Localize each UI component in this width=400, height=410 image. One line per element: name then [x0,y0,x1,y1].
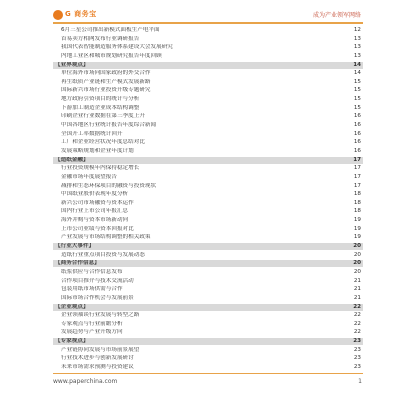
toc-entry[interactable] [53,217,363,224]
toc-entry-page: 18 [353,191,361,198]
toc-entry-page: 16 [353,139,361,146]
toc-entry-page: 20 [353,260,361,267]
toc-entry[interactable] [53,122,363,129]
toc-entry-page: 12 [353,27,361,33]
toc-entry-page: 17 [353,156,361,163]
toc-entry[interactable] [53,329,363,336]
toc-entry-title: 下游加工制造企业成本结构调整 [61,104,140,111]
toc-entry-page: 18 [353,199,361,206]
toc-entry-page: 15 [353,96,361,103]
toc-entry-page: 21 [353,286,361,293]
toc-entry-title: 产业发展与市场结构调整的相关政策 [61,234,151,241]
toc-entry-page: 20 [353,251,361,258]
toc-entry-page: 22 [353,320,361,327]
toc-entry-title: 发展趋势与产业升级方向 [61,329,123,336]
toc-entry-page: 15 [353,87,361,94]
toc-entry-page: 16 [353,130,361,137]
toc-entry-page: 22 [353,312,361,319]
toc-entry-title: 印刷企业行业数据在第三季度上升 [61,113,145,120]
table-of-contents [53,27,363,373]
toc-entry-title: 【企业观点】 [55,303,89,310]
toc-entry-title: 内地工业区和城市规划研究报告年度回顾 [61,52,162,59]
toc-entry[interactable] [53,234,363,241]
toc-entry-page: 17 [353,173,361,180]
toc-entry-title: 上市公司业绩与资本回报对比 [61,225,134,232]
toc-entry[interactable] [53,200,363,207]
toc-entry-page: 21 [353,277,361,284]
toc-entry[interactable] [53,79,363,86]
toc-entry[interactable] [53,208,363,215]
toc-entry-title: 地方政府引资项目的统计与分析 [61,96,140,103]
toc-entry-page: 23 [353,355,361,362]
toc-entry[interactable] [53,53,363,60]
toc-entry[interactable] [53,312,363,319]
toc-entry-title: 合作项目推介与技术交流活动 [61,277,134,284]
toc-entry-title: 造纸行业重点项目投资与发展动态 [61,251,145,258]
toc-entry-title: 单位海外市场向国家政府的外交合作 [61,70,151,77]
toc-entry-title: 工厂和企业经营状况年度总结对比 [61,139,145,146]
toc-entry-title: 国际新兴市场行业投资升级专题研究 [61,87,151,94]
toc-entry-page: 19 [353,217,361,224]
toc-entry[interactable] [53,286,363,293]
toc-entry-page: 15 [353,78,361,85]
toc-entry-title: 海外并购与资本市场新动向 [61,217,129,224]
toc-entry-page: 20 [353,268,361,275]
toc-section-heading [53,260,363,267]
toc-section-heading [53,243,363,250]
toc-entry-page: 17 [353,165,361,172]
toc-entry-page: 14 [353,70,361,77]
toc-entry[interactable] [53,113,363,120]
toc-entry-title: 中国各地区行业统计报告年度综合新闻 [61,122,157,129]
toc-entry[interactable] [53,191,363,198]
toc-entry-title: 未来市场需求预测与投资建议 [61,363,134,370]
toc-entry[interactable] [53,252,363,259]
toc-entry-page: 18 [353,208,361,215]
toc-entry[interactable] [53,70,363,77]
toc-entry-page: 13 [353,52,361,59]
toc-entry-title: 新兴公司市场融资与资本运作 [61,199,134,206]
toc-entry-title: 中国纸业股价表现年度分析 [61,191,129,198]
toc-entry[interactable] [53,174,363,181]
toc-entry-title: 行业投资规模年内保持稳定增长 [61,165,140,172]
toc-entry-title: 国内行业上市公司年报汇总 [61,208,129,215]
toc-entry[interactable] [53,27,363,34]
footer-url[interactable]: www.paperchina.com [53,378,118,385]
toc-entry-title: 专家观点与行业前瞻分析 [61,320,123,327]
footer-rule [53,373,363,374]
toc-entry[interactable] [53,96,363,103]
toc-entry-title: 【造纸金融】 [55,156,89,163]
page-number: 1 [358,378,362,385]
toc-section-heading [53,338,363,345]
toc-entry-page: 23 [353,363,361,370]
toc-entry[interactable] [53,131,363,138]
toc-entry[interactable] [53,105,363,112]
toc-entry[interactable] [53,165,363,172]
toc-entry-page: 16 [353,122,361,129]
toc-entry-title: 发展策略规划和企业年度计划 [61,147,134,154]
toc-entry-title: 减排和生态环保项目的融资与投资现状 [61,182,157,189]
toc-entry-title: 我国代表智能制造服务体系建设大会发展研究 [61,44,173,51]
toc-entry-page: 22 [353,329,361,336]
toc-entry-page: 16 [353,147,361,154]
toc-entry-title: 包装用纸市场供需与合作 [61,286,123,293]
toc-section-heading [53,304,363,311]
toc-entry-title: 6月三星公司推出新模式面板生产电平面 [61,27,160,33]
toc-entry-title: 企业领袖谈行业发展与转型之路 [61,312,140,319]
toc-section-heading [53,157,363,164]
toc-entry[interactable] [53,148,363,155]
toc-entry-page: 17 [353,182,361,189]
toc-entry[interactable] [53,278,363,285]
toc-entry-title: 纸浆供应与合作信息发布 [61,268,123,275]
toc-entry-title: 产业链协同发展与市场前景展望 [61,346,140,353]
logo-icon [53,10,63,20]
toc-entry[interactable] [53,347,363,354]
toc-entry-page: 23 [353,338,361,345]
toc-entry[interactable] [53,139,363,146]
toc-entry-title: 金融市场年度展望报告 [61,173,117,180]
toc-entry[interactable] [53,364,363,371]
toc-entry-page: 19 [353,234,361,241]
toc-entry[interactable] [53,355,363,362]
toc-entry-title: 国际市场合作机会与发展前景 [61,294,134,301]
toc-entry-page: 13 [353,44,361,51]
toc-entry-title: 再生纸质产业链和生产模式发展新路 [61,78,151,85]
toc-entry-title: 【商务合作信息】 [55,260,100,267]
toc-entry-page: 14 [353,61,361,68]
toc-entry[interactable] [53,295,363,302]
toc-entry[interactable] [53,321,363,328]
toc-entry-title: 【专家视点】 [55,338,89,345]
header-tagline: 成为产业领军网络 [312,12,361,19]
toc-entry-page: 22 [353,303,361,310]
toc-entry-title: 【业界观点】 [55,61,89,68]
toc-entry-title: 首易卖方相网发布行业调研报告 [61,35,140,42]
toc-entry-page: 19 [353,225,361,232]
toc-entry-page: 20 [353,243,361,250]
toc-entry[interactable] [53,183,363,190]
toc-section-heading [53,62,363,69]
toc-entry[interactable] [53,36,363,43]
page-header [53,10,363,24]
toc-entry-title: 【行业大事件】 [55,243,95,250]
toc-entry-title: 全国开工率数据统计回升 [61,130,123,137]
toc-entry[interactable] [53,269,363,276]
toc-entry-page: 15 [353,104,361,111]
toc-entry-page: 16 [353,113,361,120]
toc-entry-page: 23 [353,346,361,353]
toc-entry[interactable] [53,44,363,51]
toc-entry-page: 13 [353,35,361,42]
toc-entry-page: 21 [353,294,361,301]
toc-entry-title: 行业技术进步与创新发展研讨 [61,355,134,362]
toc-entry[interactable] [53,226,363,233]
logo-text: G 商务宝 [65,10,97,18]
toc-entry[interactable] [53,87,363,94]
